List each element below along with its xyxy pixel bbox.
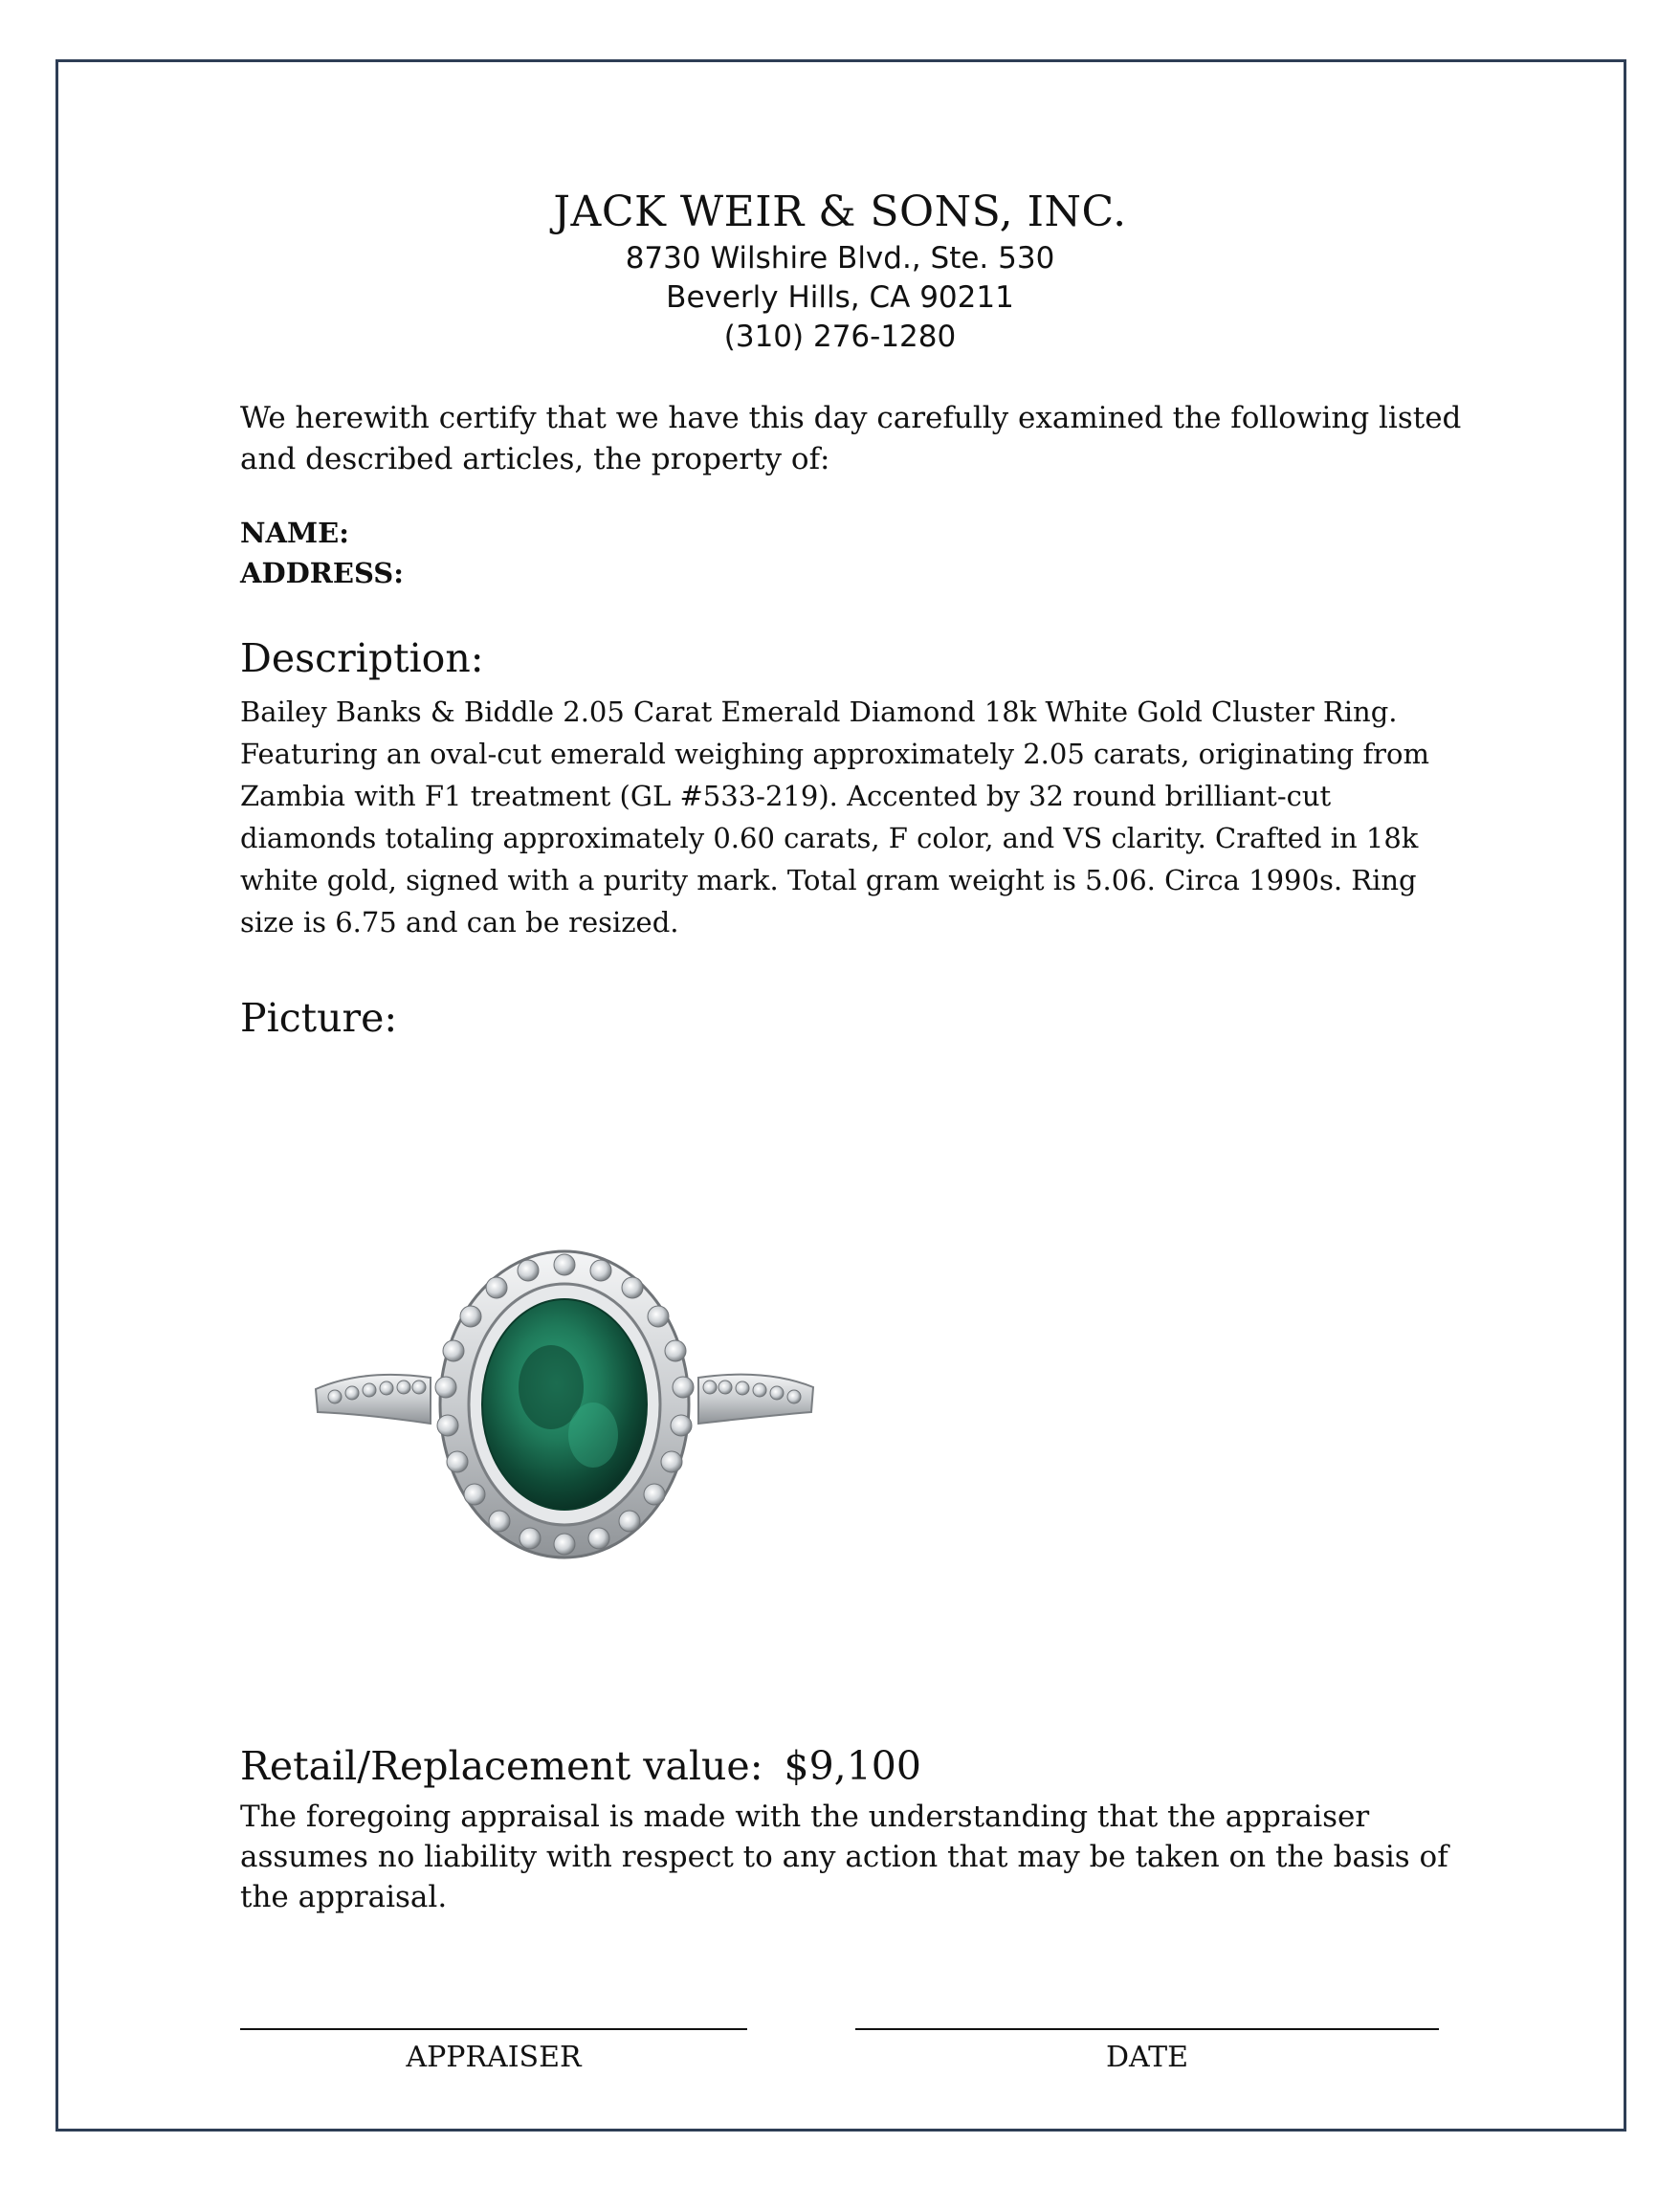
picture-heading: Picture: [240,995,398,1041]
ring-photo [306,1244,823,1588]
company-phone: (310) 276-1280 [723,320,957,354]
valuation-amount: $9,100 [784,1743,921,1789]
company-address-line1: 8730 Wilshire Blvd., Ste. 530 [625,241,1055,276]
appraiser-label: APPRAISER [406,2041,582,2074]
date-signature-line [855,2028,1439,2030]
description-heading: Description: [240,635,484,681]
appraiser-signature-line [240,2028,747,2030]
name-label: NAME: [240,517,349,549]
company-address-line2: Beverly Hills, CA 90211 [666,280,1014,315]
date-label: DATE [1106,2041,1188,2074]
valuation-label: Retail/Replacement value: [240,1743,763,1789]
certification-statement: We herewith certify that we have this day carefully examined the following listed and described articles, the property of: [240,401,1462,476]
disclaimer-text: The foregoing appraisal is made with the understanding that the appraiser assumes no liability with respect to any action that may be taken on the basis of the appraisal. [240,1800,1448,1914]
company-name: JACK WEIR & SONS, INC. [553,188,1127,236]
address-label: ADDRESS: [240,557,404,589]
valuation-line [240,1743,1474,1789]
description-body: Bailey Banks & Biddle 2.05 Carat Emerald Diamond 18k White Gold Cluster Ring. Featuring an oval-cut emerald weighing approximately 2.05 carats, originating from Zambia with F1 treatment (GL #533-219). Accented by 32 round brilliant-cut diamonds totaling approximately 0.60 carats, F color, and VS clarity. Crafted in 18k white gold, signed with a purity mark. Total gram weight is 5.06. Circa 1990s. Ring size is 6.75 and can be resized. [240,696,1430,939]
